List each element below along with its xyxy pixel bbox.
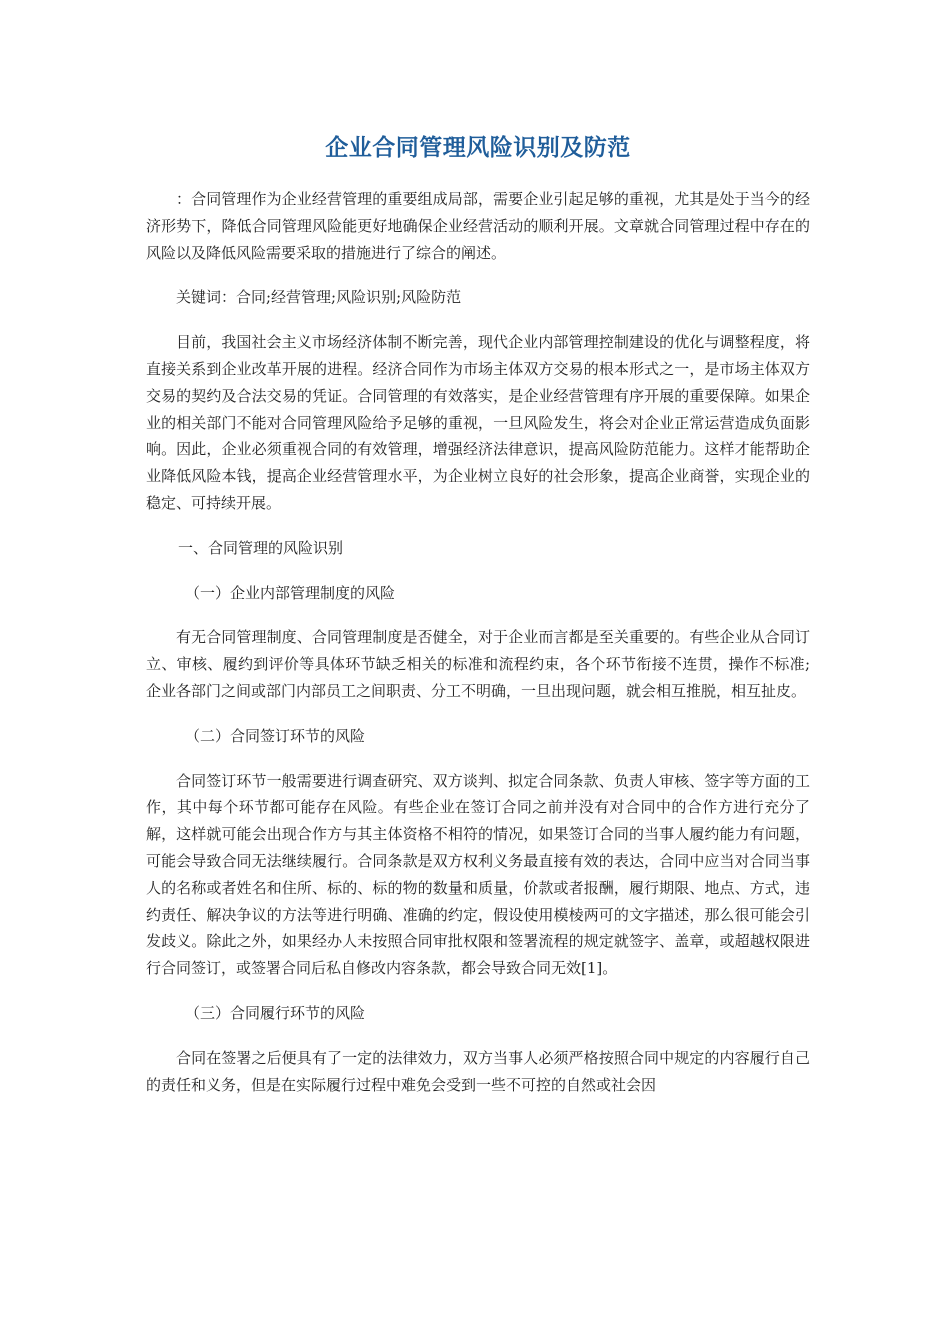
abstract-paragraph: ：合同管理作为企业经营管理的重要组成局部，需要企业引起足够的重视，尤其是处于当今的经济形势下，降低合同管理风险能更好地确保企业经营活动的顺利开展。文章就合同管理过程中存在的风险以及降低风险需要采取的措施进行了综合的阐述。 [146, 190, 810, 262]
subsection-heading-2: （二）合同签订环节的风险 [185, 726, 366, 745]
page-title: 企业合同管理风险识别及防范 [325, 135, 631, 161]
subsection-heading-1: （一）企业内部管理制度的风险 [185, 583, 396, 602]
keywords-line: 关键词：合同;经营管理;风险识别;风险防范 [176, 288, 462, 307]
subsection-body-3: 合同在签署之后便具有了一定的法律效力，双方当事人必须严格按照合同中规定的内容履行自己的责任和义务，但是在实际履行过程中难免会受到一些不可控的自然或社会因 [146, 1048, 810, 1094]
subsection-body-1: 有无合同管理制度、合同管理制度是否健全，对于企业而言都是至关重要的。有些企业从合同订立、审核、履约到评价等具体环节缺乏相关的标准和流程约束，各个环节衔接不连贯，操作不标准;企业各部门之间或部门内部员工之间职责、分工不明确，一旦出现问题，就会相互推脱，相互扯皮。 [146, 628, 810, 700]
intro-paragraph: 目前，我国社会主义市场经济体制不断完善，现代企业内部管理控制建设的优化与调整程度，将直接关系到企业改革开展的进程。经济合同作为市场主体双方交易的根本形式之一，是市场主体双方交易的契约及合法交易的凭证。合同管理的有效落实，是企业经营管理有序开展的重要保障。如果企业的相关部门不能对合同管理风险给予足够的重视，一旦风险发生，将会对企业正常运营造成负面影响。因此，企业必须重视合同的有效管理，增强经济法律意识，提高风险防范能力。这样才能帮助企业降低风险本钱，提高企业经营管理水平，为企业树立良好的社会形象，提高企业商誉，实现企业的稳定、可持续开展。 [146, 333, 810, 512]
subsection-body-2: 合同签订环节一般需要进行调查研究、双方谈判、拟定合同条款、负责人审核、签字等方面的工作，其中每个环节都可能存在风险。有些企业在签订合同之前并没有对合同中的合作方进行充分了解，这样就可能会出现合作方与其主体资格不相符的情况，如果签订合同的当事人履约能力有问题，可能会导致合同无法继续履行。合同条款是双方权利义务最直接有效的表达，合同中应当对合同当事人的名称或者姓名和住所、标的、标的物的数量和质量，价款或者报酬，履行期限、地点、方式，违约责任、解决争议的方法等进行明确、准确的约定，假设使用模棱两可的文字描述，那么很可能会引发歧义。除此之外，如果经办人未按照合同审批权限和签署流程的规定就签字、盖章，或超越权限进行合同签订，或签署合同后私自修改内容条款，都会导致合同无效[1]。 [146, 771, 810, 978]
document-page [146, 130, 810, 1116]
subsection-heading-3: （三）合同履行环节的风险 [185, 1003, 366, 1022]
section-heading-1: 一、合同管理的风险识别 [178, 538, 344, 557]
